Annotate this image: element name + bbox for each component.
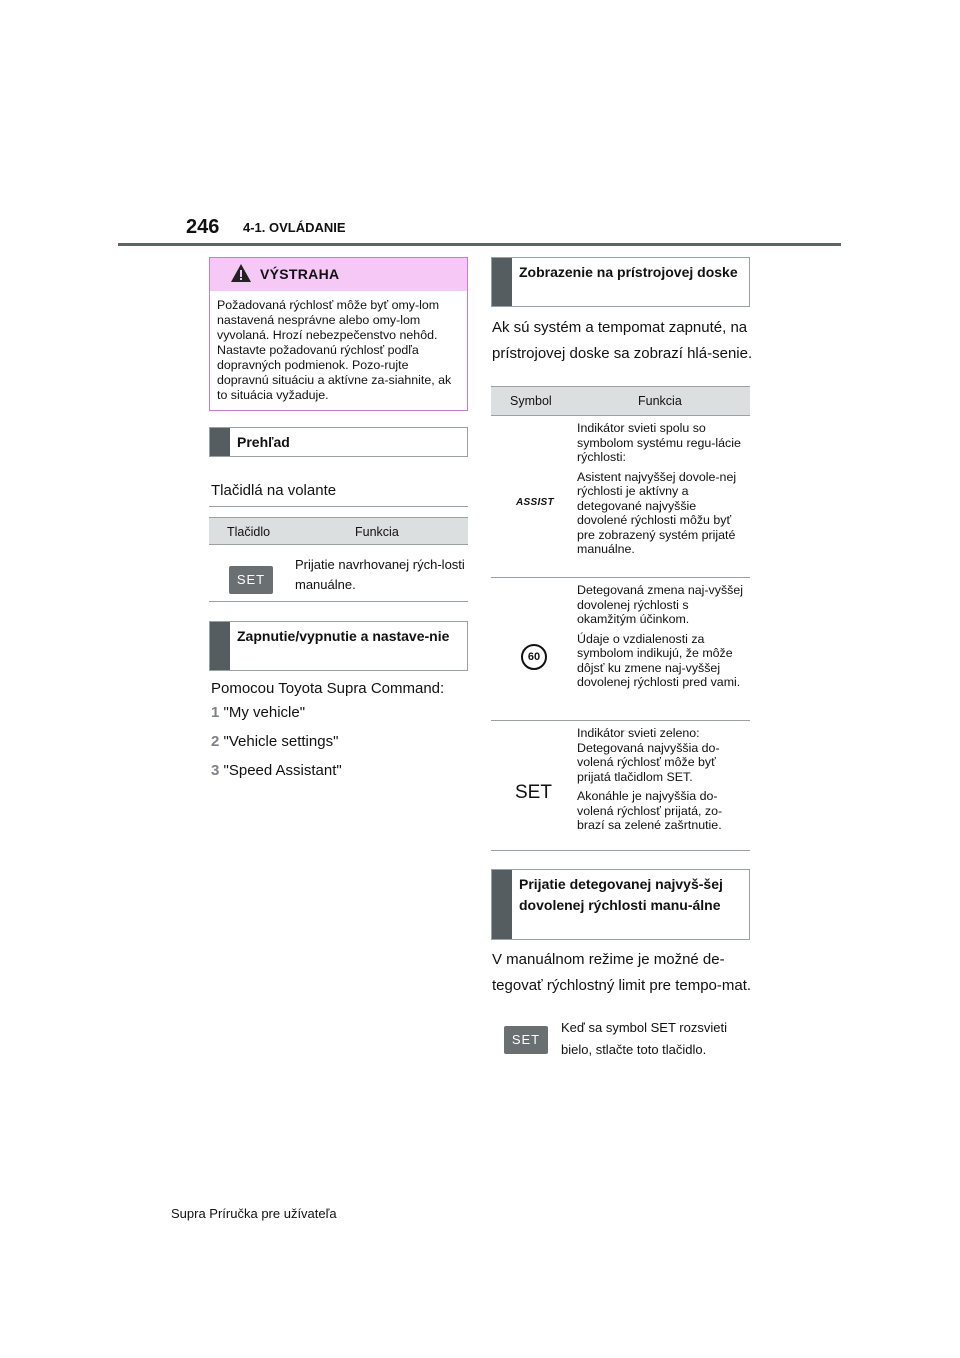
row-text-2: Asistent najvyššej dovole-nej rýchlosti je aktívny a detegované najvyššie dovolené rýchlosti môžu byť pre zobrazený systém prijaté manuálne. (577, 469, 737, 556)
step-text: "My vehicle" (223, 704, 306, 721)
table-row (577, 726, 749, 838)
table-header (209, 517, 468, 545)
row-text-1: Detegovaná zmena naj-vyššej dovolenej rýchlosti s okamžitým účinkom. (577, 583, 743, 626)
column-header-button: Tlačidlo (227, 525, 271, 539)
row-text-2: Údaje o vzdialenosti za symbolom indikujú, že môže dôjsť ku zmene naj-vyššej dovolenej rýchlosti pred vami. (577, 631, 741, 689)
assist-icon: ASSIST (516, 497, 554, 508)
section-bar (492, 870, 512, 939)
step-1 (211, 700, 305, 726)
warning-header (210, 258, 467, 291)
step-text: "Speed Assistant" (223, 762, 342, 779)
section-display (491, 257, 750, 307)
page-number: 246 (186, 216, 220, 238)
step-number: 3 (211, 762, 220, 779)
section-accept (491, 869, 750, 940)
row-divider (491, 577, 750, 578)
set-button-icon: SET (504, 1026, 548, 1054)
step-2 (211, 729, 338, 755)
symbol-table-header (491, 386, 750, 416)
warning-triangle-icon (230, 263, 252, 283)
table-row (577, 583, 749, 695)
section-toggle (209, 621, 468, 671)
section-title: Zobrazenie na prístrojovej doske (519, 264, 738, 280)
accept-text: V manuálnom režime je možné de-tegovať rýchlostný limit pre tempo-mat. (492, 951, 752, 994)
row-divider (491, 720, 750, 721)
buttons-title: Tlačidlá na volante (211, 482, 337, 499)
section-bar (210, 428, 230, 456)
warning-box (209, 257, 468, 411)
column-header-symbol: Symbol (510, 394, 552, 408)
step-3 (211, 758, 342, 784)
section-title: Prijatie detegovanej najvyš-šej dovolenej rýchlosti manu-álne (519, 876, 723, 913)
footer-text: Supra Príručka pre užívateľa (171, 1206, 337, 1221)
intro-text: Pomocou Toyota Supra Command: (211, 680, 445, 697)
step-number: 1 (211, 704, 220, 721)
display-intro: Ak sú systém a tempomat zapnuté, na prístrojovej doske sa zobrazí hlá-senie. (492, 319, 753, 362)
table-bottom-rule (209, 601, 468, 602)
chapter-title: 4-1. OVLÁDANIE (243, 220, 346, 235)
set-button-icon: SET (229, 566, 273, 594)
speed-limit-60-icon: 60 (521, 644, 547, 670)
row-text-1: Indikátor svieti spolu so symbolom systému regu-lácie rýchlosti: (577, 421, 741, 464)
set-indicator-icon: SET (515, 782, 552, 803)
section-title: Zapnutie/vypnutie a nastave-nie (237, 628, 450, 644)
section-overview (209, 427, 468, 457)
warning-text: Požadovaná rýchlosť môže byť omy-lom nastavená nesprávne alebo omy-lom vyvolaná. Hrozí nebezpečenstvo nehôd. Nastavte požadovanú rýchlosť podľa dopravných podmienok. Pozo-rujte dopravnú situáciu a aktívne za-siahnite, ak to situácia vyžaduje. (217, 298, 452, 402)
header-rule (118, 243, 841, 246)
section-bar (210, 622, 230, 670)
row-text-2: Akonáhle je najvyššia do-volená rýchlosť prijatá, zo-brazí sa zelené zašrtnutie. (577, 789, 723, 832)
column-header-function: Funkcia (638, 394, 682, 408)
note-text: Keď sa symbol SET rozsvieti bielo, stlačte toto tlačidlo. (561, 1020, 727, 1057)
warning-title: VÝSTRAHA (260, 266, 340, 282)
step-text: "Vehicle settings" (223, 733, 339, 750)
table-row (577, 421, 749, 562)
step-number: 2 (211, 733, 220, 750)
column-header-function: Funkcia (355, 525, 399, 539)
table-bottom-rule (491, 850, 750, 851)
row-text-1: Indikátor svieti zeleno: Detegovaná najvyššia do-volená rýchlosť môže byť prijatá tlačidlom SET. (577, 726, 720, 784)
table-cell-function: Prijatie navrhovanej rých-losti manuálne. (295, 557, 465, 592)
section-bar (492, 258, 512, 306)
divider (209, 506, 468, 507)
section-title: Prehľad (237, 434, 290, 450)
